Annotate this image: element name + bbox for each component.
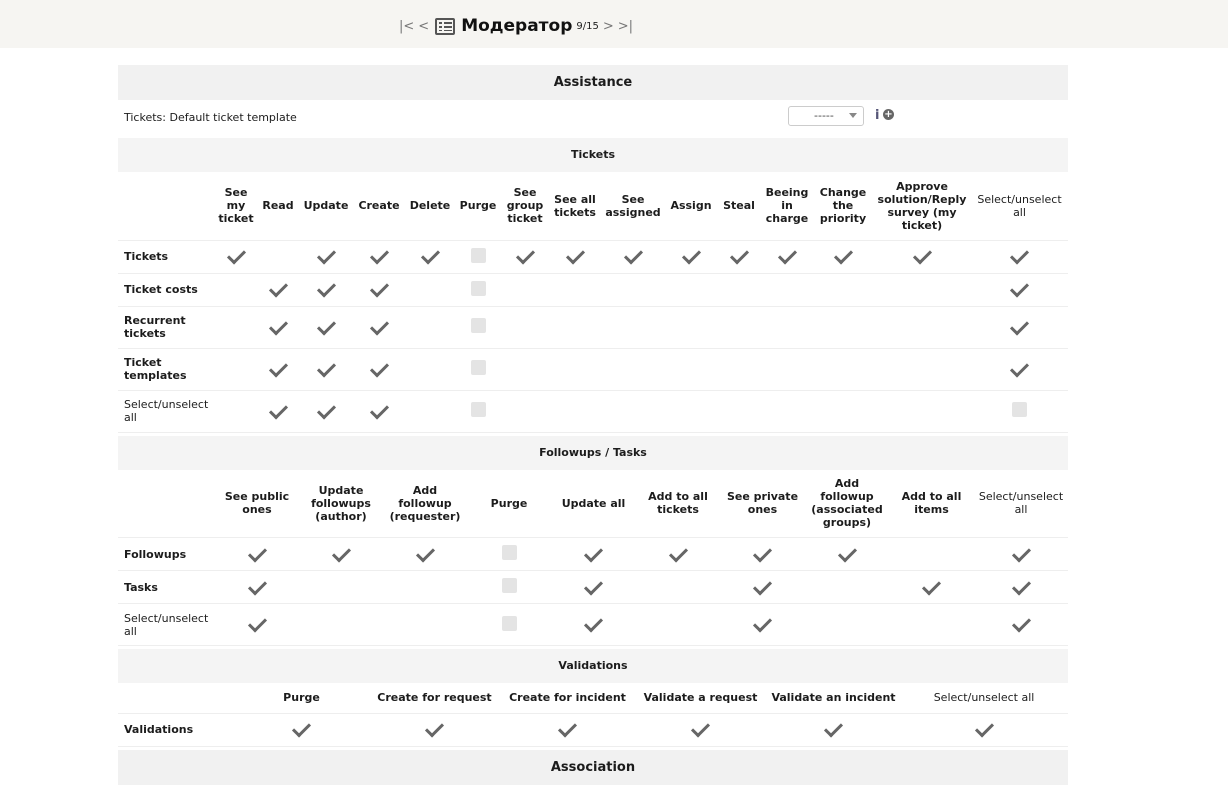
checkmark-icon[interactable]	[292, 718, 311, 737]
permission-cell	[383, 604, 467, 646]
first-record-button[interactable]: |<	[399, 18, 415, 34]
checkmark-icon[interactable]	[824, 718, 843, 737]
checkmark-icon[interactable]	[1010, 245, 1029, 264]
checkbox-unchecked[interactable]	[502, 545, 517, 560]
permission-cell[interactable]	[405, 240, 455, 273]
column-header: Add followup (requester)	[389, 483, 461, 523]
column-header: Delete	[409, 199, 451, 213]
checkmark-icon[interactable]	[691, 718, 710, 737]
permission-cell	[805, 604, 889, 646]
row-label: Ticket templates	[118, 348, 215, 390]
permission-cell	[717, 273, 761, 306]
table-row	[118, 240, 1068, 273]
top-bar	[0, 0, 1228, 48]
permission-cell[interactable]	[889, 571, 974, 604]
permission-cell	[257, 240, 299, 273]
permission-cell	[665, 273, 717, 306]
column-header: Add to all tickets	[648, 490, 708, 517]
permission-cell[interactable]	[455, 240, 501, 273]
permission-cell	[873, 273, 971, 306]
permission-cell	[601, 390, 665, 432]
permission-cell	[761, 348, 813, 390]
permission-cell[interactable]	[299, 390, 353, 432]
checkmark-icon[interactable]	[623, 245, 642, 264]
checkmark-icon[interactable]	[584, 576, 603, 595]
permission-cell	[717, 306, 761, 348]
row-label: Followups	[118, 538, 215, 571]
permission-cell[interactable]	[551, 538, 636, 571]
checkmark-icon[interactable]	[369, 245, 388, 264]
checkmark-icon[interactable]	[515, 245, 534, 264]
permission-cell[interactable]	[235, 713, 368, 746]
table-row	[118, 390, 1068, 432]
last-record-button[interactable]: >|	[617, 18, 634, 34]
table-row	[118, 571, 1068, 604]
permission-cell	[405, 390, 455, 432]
permission-cell	[215, 348, 257, 390]
header-row	[118, 683, 1068, 713]
column-header: See public ones	[224, 490, 290, 517]
checkmark-icon[interactable]	[565, 245, 584, 264]
permission-cell	[761, 390, 813, 432]
permission-cell[interactable]	[455, 390, 501, 432]
permission-cell[interactable]	[971, 348, 1068, 390]
permission-cell	[405, 306, 455, 348]
column-header: Validate an incident	[771, 691, 896, 705]
checkmark-icon[interactable]	[1011, 543, 1030, 562]
checkmark-icon[interactable]	[1010, 358, 1029, 377]
permission-cell[interactable]	[353, 240, 405, 273]
profile-rights	[118, 65, 1068, 785]
add-icon[interactable]: +	[884, 109, 893, 120]
checkmark-icon[interactable]	[922, 576, 941, 595]
checkbox-unchecked[interactable]	[471, 281, 486, 296]
rights-table	[118, 683, 1068, 747]
checkmark-icon[interactable]	[584, 543, 603, 562]
checkmark-icon[interactable]	[369, 278, 388, 297]
checkmark-icon[interactable]	[268, 358, 287, 377]
select-all-column-header[interactable]: Select/unselect all	[978, 490, 1064, 517]
checkmark-icon[interactable]	[1010, 316, 1029, 335]
column-header: Create	[358, 199, 400, 213]
permission-cell[interactable]	[634, 713, 767, 746]
column-header: Beeing in charge	[765, 186, 809, 226]
record-counter: 9/15	[576, 20, 599, 32]
permission-cell	[761, 306, 813, 348]
column-header: Update followups (author)	[311, 483, 371, 523]
checkmark-icon[interactable]	[316, 358, 335, 377]
permission-cell[interactable]	[467, 538, 551, 571]
checkmark-icon[interactable]	[1011, 576, 1030, 595]
checkbox-unchecked[interactable]	[471, 248, 486, 263]
checkmark-icon[interactable]	[331, 543, 350, 562]
permission-cell[interactable]	[353, 306, 405, 348]
permission-cell[interactable]	[720, 571, 805, 604]
permission-cell	[549, 306, 601, 348]
permission-cell	[717, 390, 761, 432]
table-row	[118, 538, 1068, 571]
checkmark-icon[interactable]	[425, 718, 444, 737]
checkbox-unchecked[interactable]	[471, 402, 486, 417]
table-row	[118, 604, 1068, 646]
permission-cell	[601, 273, 665, 306]
rights-tables	[118, 138, 1068, 747]
permission-cell[interactable]	[805, 538, 889, 571]
select-all-column-header[interactable]: Select/unselect all	[933, 691, 1035, 705]
permission-cell	[873, 390, 971, 432]
previous-record-button[interactable]: <	[418, 18, 430, 34]
permission-cell[interactable]	[549, 240, 601, 273]
permission-cell[interactable]	[717, 240, 761, 273]
header-row	[118, 470, 1068, 538]
checkbox-unchecked[interactable]	[502, 578, 517, 593]
checkmark-icon[interactable]	[1010, 278, 1029, 297]
permission-cell	[549, 273, 601, 306]
permission-cell	[889, 604, 974, 646]
checkmark-icon[interactable]	[420, 245, 439, 264]
column-header: See my ticket	[218, 186, 254, 226]
column-header: Create for request	[377, 691, 492, 705]
permission-cell[interactable]	[299, 273, 353, 306]
dropdown-arrow-icon	[849, 113, 857, 122]
permission-cell[interactable]	[720, 538, 805, 571]
checkmark-icon[interactable]	[833, 245, 852, 264]
permission-cell	[873, 348, 971, 390]
table-row	[118, 306, 1068, 348]
permission-cell	[549, 390, 601, 432]
permission-cell[interactable]	[353, 390, 405, 432]
permission-cell	[405, 273, 455, 306]
permission-cell[interactable]	[257, 390, 299, 432]
checkbox-unchecked[interactable]	[1012, 402, 1027, 417]
checkmark-icon[interactable]	[369, 358, 388, 377]
permission-cell[interactable]	[551, 604, 636, 646]
column-header: See group ticket	[506, 186, 544, 226]
checkmark-icon[interactable]	[729, 245, 748, 264]
permission-cell	[299, 604, 383, 646]
column-header: See assigned	[605, 192, 661, 219]
column-header: Purge	[283, 691, 320, 705]
checkmark-icon[interactable]	[753, 613, 772, 632]
column-header: Create for incident	[509, 691, 626, 705]
row-label: Ticket costs	[118, 273, 215, 306]
permission-cell	[813, 273, 873, 306]
table-row	[118, 273, 1068, 306]
permission-cell	[601, 348, 665, 390]
permission-cell	[405, 348, 455, 390]
column-header: Purge	[490, 496, 528, 510]
checkbox-unchecked[interactable]	[471, 318, 486, 333]
checkmark-icon[interactable]	[681, 245, 700, 264]
permission-cell	[601, 306, 665, 348]
column-header: See private ones	[726, 490, 799, 517]
table-row	[118, 713, 1068, 746]
checkmark-icon[interactable]	[247, 576, 266, 595]
section-header-assistance: Assistance	[118, 65, 1068, 100]
checkmark-icon[interactable]	[668, 543, 687, 562]
permission-cell[interactable]	[353, 348, 405, 390]
permission-cell	[501, 390, 549, 432]
permission-cell[interactable]	[383, 538, 467, 571]
permission-cell[interactable]	[467, 571, 551, 604]
checkbox-unchecked[interactable]	[502, 616, 517, 631]
checkmark-icon[interactable]	[415, 543, 434, 562]
row-label: Recurrent tickets	[118, 306, 215, 348]
checkbox-unchecked[interactable]	[471, 360, 486, 375]
rights-table	[118, 470, 1068, 647]
permission-cell[interactable]	[299, 348, 353, 390]
column-header: Update all	[561, 496, 626, 510]
checkmark-icon[interactable]	[912, 245, 931, 264]
permission-cell[interactable]	[455, 273, 501, 306]
subsection-header: Tickets	[118, 138, 1068, 172]
permission-cell	[636, 571, 720, 604]
checkmark-icon[interactable]	[268, 278, 287, 297]
row-label[interactable]: Select/unselect all	[118, 604, 215, 646]
permission-cell[interactable]	[299, 538, 383, 571]
column-header: Validate a request	[643, 691, 758, 705]
column-header: Assign	[670, 199, 712, 213]
permission-cell	[813, 348, 873, 390]
empty-header	[118, 470, 215, 538]
checkmark-icon[interactable]	[247, 613, 266, 632]
permission-cell[interactable]	[368, 713, 501, 746]
permission-cell[interactable]	[720, 604, 805, 646]
column-header: Steal	[723, 199, 755, 213]
checkmark-icon[interactable]	[316, 316, 335, 335]
column-header: Update	[303, 199, 349, 213]
permission-cell[interactable]	[971, 240, 1068, 273]
permission-cell[interactable]	[974, 571, 1068, 604]
checkmark-icon[interactable]	[753, 543, 772, 562]
select-all-column-header[interactable]: Select/unselect all	[977, 192, 1062, 219]
permission-cell[interactable]	[467, 604, 551, 646]
permission-cell	[665, 390, 717, 432]
permission-cell[interactable]	[900, 713, 1068, 746]
permission-cell	[889, 538, 974, 571]
permission-cell[interactable]	[215, 571, 299, 604]
permission-cell	[383, 571, 467, 604]
header-row	[118, 172, 1068, 240]
permission-cell[interactable]	[215, 240, 257, 273]
checkmark-icon[interactable]	[369, 316, 388, 335]
subsection-header: Followups / Tasks	[118, 436, 1068, 470]
permission-cell	[665, 348, 717, 390]
checkmark-icon[interactable]	[777, 245, 796, 264]
table-row	[118, 348, 1068, 390]
checkmark-icon[interactable]	[316, 278, 335, 297]
permission-cell	[299, 571, 383, 604]
permission-cell	[215, 390, 257, 432]
permission-cell[interactable]	[455, 348, 501, 390]
checkmark-icon[interactable]	[268, 400, 287, 419]
permission-cell	[215, 273, 257, 306]
row-label[interactable]: Select/unselect all	[118, 390, 215, 432]
permission-cell[interactable]	[971, 273, 1068, 306]
next-record-button[interactable]: >	[602, 18, 614, 34]
permission-cell[interactable]	[257, 348, 299, 390]
permission-cell	[805, 571, 889, 604]
permission-cell[interactable]	[299, 240, 353, 273]
permission-cell[interactable]	[665, 240, 717, 273]
column-header: Read	[262, 199, 294, 213]
column-header: Add to all items	[901, 490, 962, 517]
permission-cell[interactable]	[813, 240, 873, 273]
section-header-association: Association	[118, 750, 1068, 785]
subsection-header: Validations	[118, 649, 1068, 683]
permission-cell[interactable]	[974, 538, 1068, 571]
permission-cell	[813, 306, 873, 348]
permission-cell[interactable]	[215, 538, 299, 571]
permission-cell[interactable]	[299, 306, 353, 348]
row-label: Tickets	[118, 240, 215, 273]
permission-cell[interactable]	[215, 604, 299, 646]
permission-cell[interactable]	[551, 571, 636, 604]
ticket-template-select[interactable]	[788, 106, 864, 126]
permission-cell	[873, 306, 971, 348]
checkmark-icon[interactable]	[558, 718, 577, 737]
permission-cell	[501, 273, 549, 306]
permission-cell[interactable]	[636, 538, 720, 571]
permission-cell	[636, 604, 720, 646]
permission-cell[interactable]	[501, 240, 549, 273]
permission-cell	[665, 306, 717, 348]
permission-cell[interactable]	[761, 240, 813, 273]
permission-cell[interactable]	[971, 390, 1068, 432]
checkmark-icon[interactable]	[837, 543, 856, 562]
permission-cell[interactable]	[501, 713, 634, 746]
permission-cell[interactable]	[257, 306, 299, 348]
permission-cell	[549, 348, 601, 390]
checkmark-icon[interactable]	[584, 613, 603, 632]
list-icon[interactable]	[435, 18, 455, 35]
permission-cell[interactable]	[974, 604, 1068, 646]
column-header: Approve solution/Reply survey (my ticket)	[877, 179, 967, 232]
permission-cell	[761, 273, 813, 306]
rights-table	[118, 172, 1068, 433]
checkmark-icon[interactable]	[247, 543, 266, 562]
page-title: Модератор	[461, 16, 573, 36]
permission-cell	[501, 306, 549, 348]
column-header: Purge	[459, 199, 497, 213]
column-header: See all tickets	[554, 192, 596, 219]
checkmark-icon[interactable]	[974, 718, 993, 737]
row-label: Validations	[118, 713, 235, 746]
permission-cell	[215, 306, 257, 348]
select-value: -----	[814, 109, 834, 122]
permission-cell[interactable]	[353, 273, 405, 306]
permission-cell[interactable]	[767, 713, 900, 746]
column-header: Add followup (associated groups)	[811, 477, 883, 530]
permission-cell[interactable]	[455, 306, 501, 348]
permission-cell[interactable]	[257, 273, 299, 306]
permission-cell[interactable]	[873, 240, 971, 273]
permission-cell	[717, 348, 761, 390]
permission-cell	[813, 390, 873, 432]
checkmark-icon[interactable]	[753, 576, 772, 595]
ticket-template-label: Tickets: Default ticket template	[124, 111, 297, 124]
checkmark-icon[interactable]	[226, 245, 245, 264]
permission-cell[interactable]	[971, 306, 1068, 348]
permission-cell[interactable]	[601, 240, 665, 273]
empty-header	[118, 172, 215, 240]
checkmark-icon[interactable]	[268, 316, 287, 335]
empty-header	[118, 683, 235, 713]
permission-cell	[501, 348, 549, 390]
column-header: Change the priority	[819, 186, 867, 226]
checkmark-icon[interactable]	[316, 245, 335, 264]
checkmark-icon[interactable]	[316, 400, 335, 419]
checkmark-icon[interactable]	[369, 400, 388, 419]
row-label: Tasks	[118, 571, 215, 604]
checkmark-icon[interactable]	[1011, 613, 1030, 632]
info-icon[interactable]: i	[875, 108, 880, 123]
record-navigation	[399, 16, 633, 36]
ticket-template-row	[118, 100, 1068, 135]
